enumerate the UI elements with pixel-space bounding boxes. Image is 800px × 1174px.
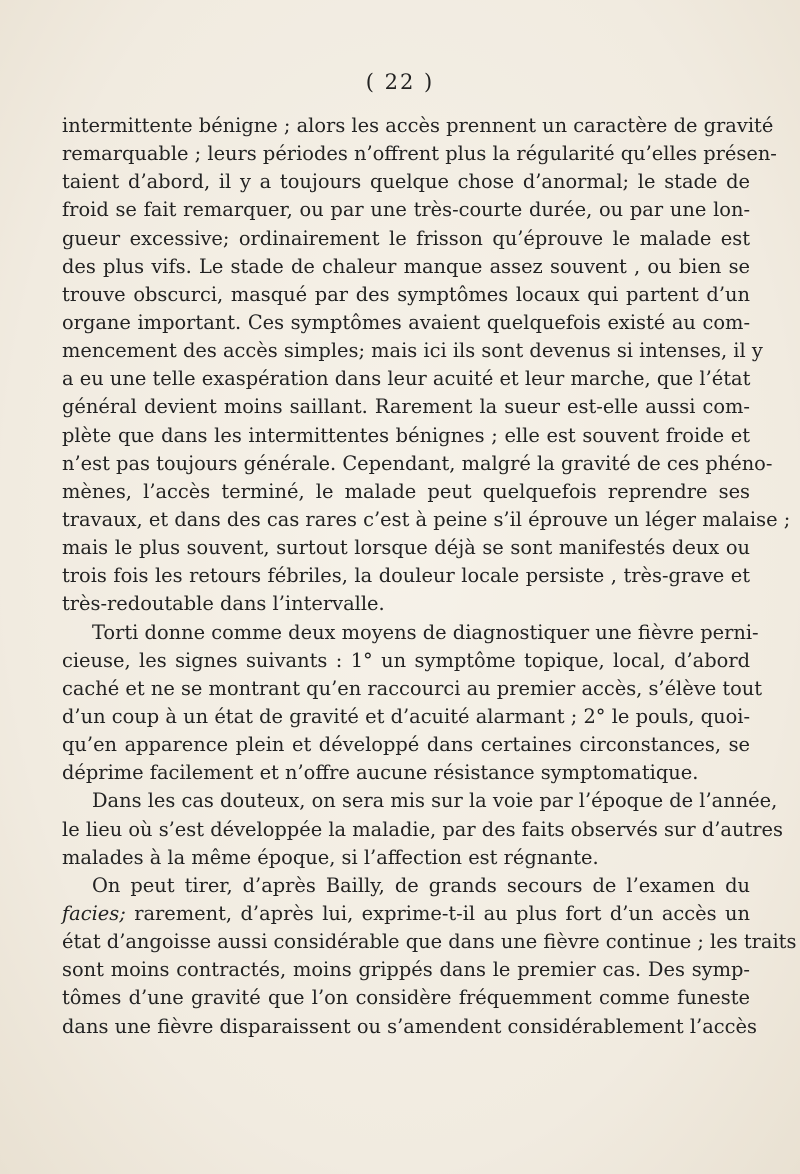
text-line: malades à la même époque, si l’affection est régnante. (62, 845, 599, 869)
text-line: organe important. Ces symptômes avaient quelquefois existé au com- (62, 310, 750, 334)
page-number: ( 22 ) (365, 70, 435, 94)
text-line: mènes, l’accès terminé, le malade peut quelquefois reprendre ses (62, 479, 750, 503)
text-line: état d’angoisse aussi considérable que dans une fièvre continue ; les traits (62, 930, 797, 954)
text-line: n’est pas toujours générale. Cependant, malgré la gravité de ces phéno- (62, 451, 773, 475)
text-line: Torti donne comme deux moyens de diagnostiquer une fièvre perni- (92, 620, 759, 644)
body-text (62, 112, 797, 1041)
text-line: trouve obscurci, masqué par des symptômes locaux qui partent d’un (62, 282, 750, 306)
text-line: général devient moins saillant. Rarement la sueur est-elle aussi com- (62, 395, 750, 419)
text-line: qu’en apparence plein et développé dans certaines circonstances, se (62, 733, 750, 757)
text-line: gueur excessive; ordinairement le frisson qu’éprouve le malade est (62, 226, 750, 250)
text-line-with-italic (62, 900, 750, 928)
text-line: sont moins contractés, moins grippés dans le premier cas. Des symp- (62, 958, 750, 982)
text-line: Dans les cas douteux, on sera mis sur la voie par l’époque de l’année, (92, 789, 778, 813)
text-line: d’un coup à un état de gravité et d’acuité alarmant ; 2° le pouls, quoi- (62, 704, 750, 728)
text-line: plète que dans les intermittentes bénignes ; elle est souvent froide et (62, 423, 750, 447)
text-line: trois fois les retours fébriles, la douleur locale persiste , très-grave et (62, 564, 750, 588)
text-line: mencement des accès simples; mais ici ils sont devenus si intenses, il y (62, 339, 763, 363)
text-line: froid se fait remarquer, ou par une très-courte durée, ou par une lon- (62, 198, 750, 222)
text-line: taient d’abord, il y a toujours quelque chose d’anormal; le stade de (62, 170, 750, 194)
text-line: des plus vifs. Le stade de chaleur manque assez souvent , ou bien se (62, 254, 750, 278)
text-line: dans une fièvre disparaissent ou s’amendent considérablement l’accès (62, 1014, 757, 1038)
text-line: caché et ne se montrant qu’en raccourci au premier accès, s’élève tout (62, 676, 763, 700)
text-line: très-redoutable dans l’intervalle. (62, 592, 385, 616)
italic-term: facies; (62, 901, 126, 925)
text-line: déprime facilement et n’offre aucune résistance symptomatique. (62, 761, 699, 785)
text-line: tômes d’une gravité que l’on considère fréquemment comme funeste (62, 986, 750, 1010)
text-line: a eu une telle exaspération dans leur acuité et leur marche, que l’état (62, 367, 751, 391)
text-line-rest: rarement, d’après lui, exprime-t-il au plus fort d’un accès un (134, 901, 750, 925)
text-line: On peut tirer, d’après Bailly, de grands secours de l’examen du (92, 873, 750, 897)
text-line: le lieu où s’est développée la maladie, par des faits observés sur d’autres (62, 817, 783, 841)
text-line: travaux, et dans des cas rares c’est à peine s’il éprouve un léger malaise ; (62, 507, 791, 531)
text-line: cieuse, les signes suivants : 1° un symptôme topique, local, d’abord (62, 648, 750, 672)
text-line: mais le plus souvent, surtout lorsque déjà se sont manifestés deux ou (62, 536, 750, 560)
text-line: remarquable ; leurs périodes n’offrent plus la régularité qu’elles présen- (62, 142, 777, 166)
text-line: intermittente bénigne ; alors les accès prennent un caractère de gravité (62, 114, 774, 137)
